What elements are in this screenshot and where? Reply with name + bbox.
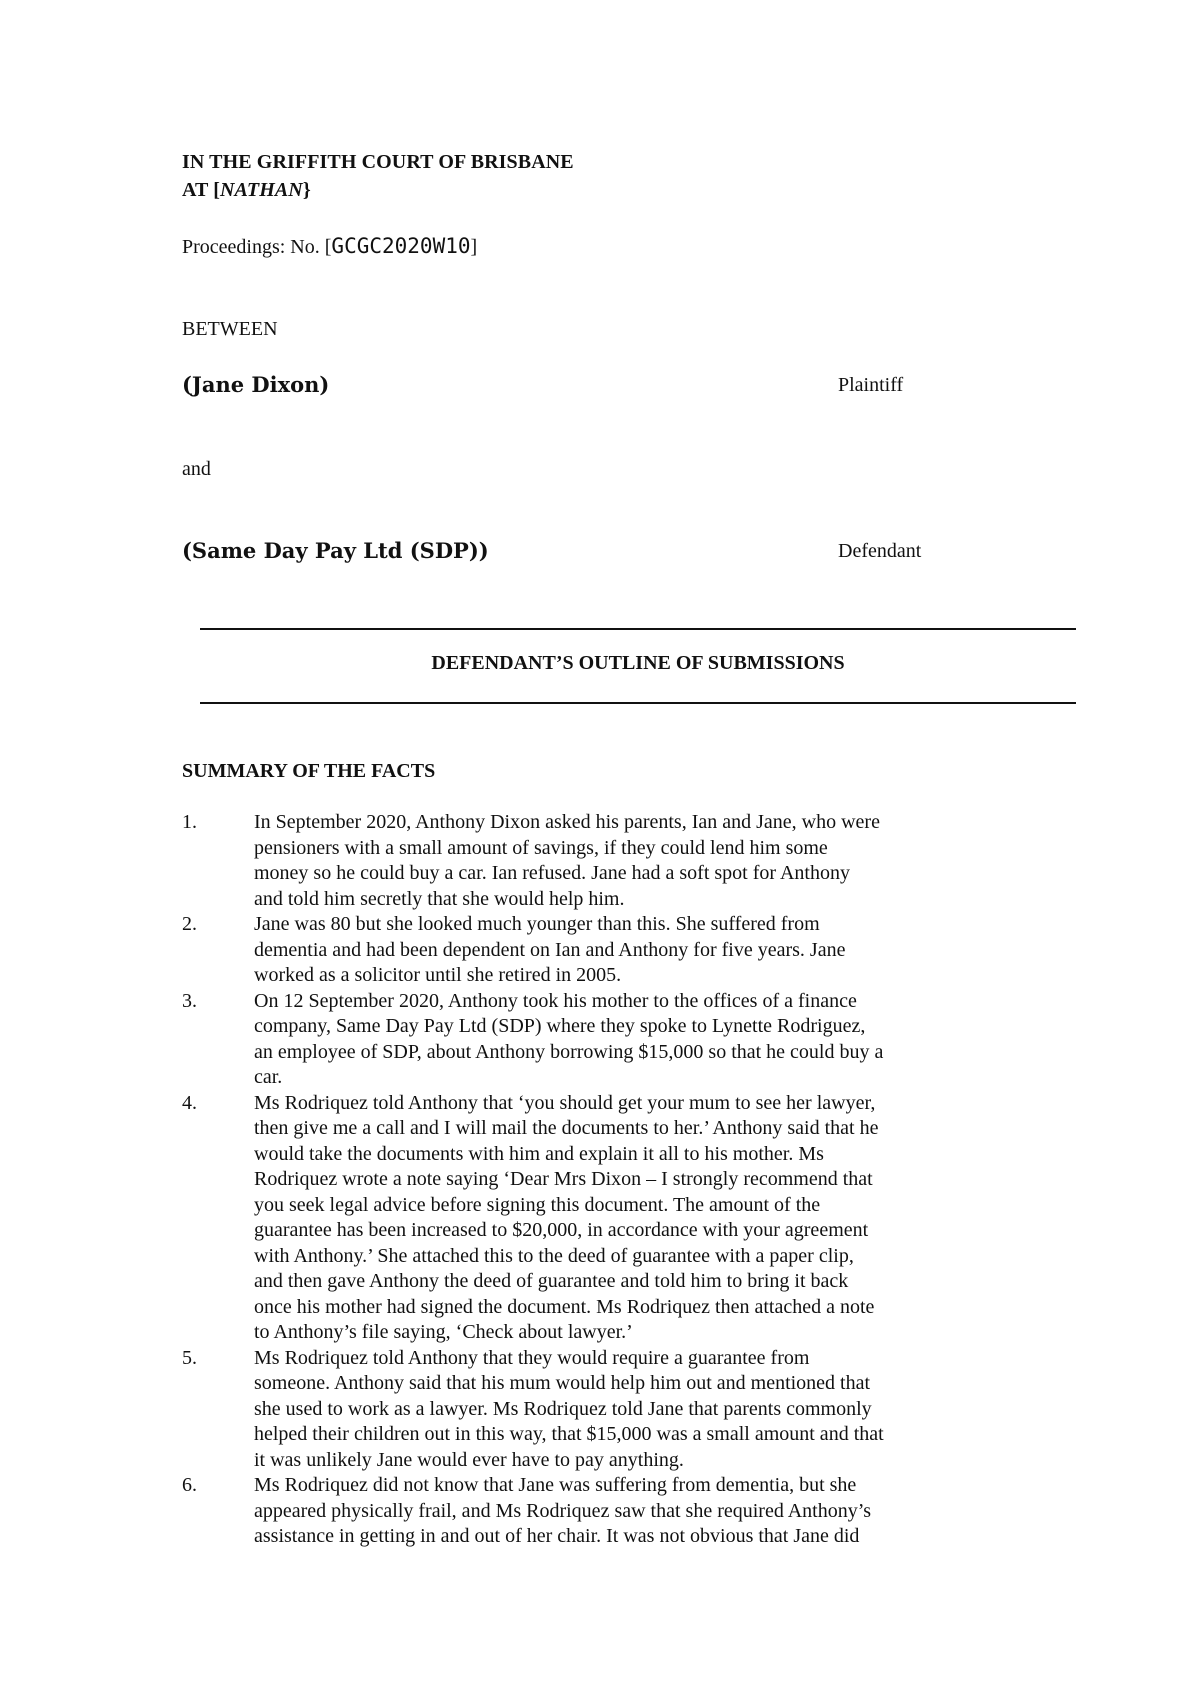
fact-text-line: pensioners with a small amount of savings, if they could lend him some <box>254 836 828 859</box>
document-title: DEFENDANT’S OUTLINE OF SUBMISSIONS <box>431 652 845 674</box>
defendant-name <box>182 538 489 564</box>
fact-text <box>254 1473 1042 1550</box>
summary-heading: SUMMARY OF THE FACTS <box>182 760 436 782</box>
fact-text-line: worked as a solicitor until she retired in 2005. <box>254 964 622 986</box>
fact-text-line: then give me a call and I will mail the documents to her.’ Anthony said that he <box>254 1117 879 1139</box>
fact-text-line: she used to work as a lawyer. Ms Rodriquez told Jane that parents commonly <box>254 1397 872 1420</box>
fact-text <box>254 1091 1042 1346</box>
court-location-prefix: AT [ <box>182 179 220 201</box>
fact-text-line: would take the documents with him and explain it all to his mother. Ms <box>254 1142 824 1165</box>
fact-text-line: someone. Anthony said that his mum would help him out and mentioned that <box>254 1372 871 1394</box>
fact-text-line: and then gave Anthony the deed of guarantee and told him to bring it back <box>254 1270 849 1292</box>
title-top-rule <box>200 628 1076 630</box>
fact-text-line: it was unlikely Jane would ever have to pay anything. <box>254 1448 684 1471</box>
fact-text <box>254 912 1042 989</box>
plaintiff-name-text: (Jane Dixon) <box>182 372 330 397</box>
fact-number: 6. <box>182 1474 197 1496</box>
fact-text-line: to Anthony’s file saying, ‘Check about lawyer.’ <box>254 1321 633 1343</box>
fact-text-line: helped their children out in this way, that $15,000 was a small amount and that <box>254 1423 884 1445</box>
fact-item <box>182 989 1042 1091</box>
fact-text-line: assistance in getting in and out of her chair. It was not obvious that Jane did <box>254 1525 860 1547</box>
fact-text-line: company, Same Day Pay Ltd (SDP) where they spoke to Lynette Rodriguez, <box>254 1015 866 1037</box>
court-heading <box>182 148 574 204</box>
proceedings-label: Proceedings: No. [ <box>182 236 332 258</box>
fact-number: 2. <box>182 913 197 935</box>
title-bottom-rule <box>200 702 1076 704</box>
fact-item <box>182 810 1042 912</box>
court-location-line <box>182 176 574 204</box>
court-location: NATHAN <box>220 179 303 201</box>
court-name: IN THE GRIFFITH COURT OF BRISBANE <box>182 151 574 173</box>
fact-text <box>254 989 1042 1091</box>
proceedings-number-line <box>182 234 477 259</box>
fact-text-line: and told him secretly that she would help him. <box>254 887 625 910</box>
fact-text-line: guarantee has been increased to $20,000, in accordance with your agreement <box>254 1219 869 1241</box>
fact-text-line: money so he could buy a car. Ian refused. Jane had a soft spot for Anthony <box>254 862 850 884</box>
fact-text-line: Jane was 80 but she looked much younger than this. She suffered from <box>254 913 820 935</box>
fact-text <box>254 810 1042 912</box>
fact-text-line: Ms Rodriquez told Anthony that ‘you should get your mum to see her lawyer, <box>254 1091 876 1114</box>
fact-text-line: Ms Rodriquez did not know that Jane was suffering from dementia, but she <box>254 1474 857 1496</box>
defendant-role: Defendant <box>838 540 922 562</box>
fact-item <box>182 1346 1042 1474</box>
fact-number: 5. <box>182 1346 197 1369</box>
proceedings-number: GCGC2020W10 <box>331 234 471 258</box>
fact-text-line: Rodriquez wrote a note saying ‘Dear Mrs Dixon – I strongly recommend that <box>254 1168 873 1190</box>
defendant-name-text: (Same Day Pay Ltd (SDP)) <box>182 538 489 563</box>
and-label: and <box>182 458 211 480</box>
fact-text <box>254 1346 1042 1474</box>
fact-text-line: you seek legal advice before signing this document. The amount of the <box>254 1193 821 1216</box>
between-label: BETWEEN <box>182 318 278 340</box>
fact-text-line: car. <box>254 1066 283 1088</box>
fact-text-line: with Anthony.’ She attached this to the deed of guarantee with a paper clip, <box>254 1244 854 1267</box>
fact-text-line: once his mother had signed the document. Ms Rodriquez then attached a note <box>254 1295 875 1318</box>
fact-number: 3. <box>182 989 197 1012</box>
plaintiff-role: Plaintiff <box>838 374 904 396</box>
fact-text-line: appeared physically frail, and Ms Rodriquez saw that she required Anthony’s <box>254 1499 872 1522</box>
fact-text-line: Ms Rodriquez told Anthony that they would require a guarantee from <box>254 1346 810 1369</box>
fact-text-line: On 12 September 2020, Anthony took his mother to the offices of a finance <box>254 989 857 1012</box>
fact-number: 4. <box>182 1091 197 1114</box>
fact-item <box>182 1473 1042 1550</box>
fact-item <box>182 1091 1042 1346</box>
fact-text-line: In September 2020, Anthony Dixon asked his parents, Ian and Jane, who were <box>254 811 880 833</box>
facts-list <box>182 810 1042 1550</box>
plaintiff-name <box>182 372 329 398</box>
court-location-suffix: } <box>302 179 311 201</box>
proceedings-suffix: ] <box>470 236 478 258</box>
fact-number: 1. <box>182 811 197 833</box>
fact-text-line: dementia and had been dependent on Ian and Anthony for five years. Jane <box>254 938 846 961</box>
fact-item <box>182 912 1042 989</box>
fact-text-line: an employee of SDP, about Anthony borrowing $15,000 so that he could buy a <box>254 1040 884 1063</box>
